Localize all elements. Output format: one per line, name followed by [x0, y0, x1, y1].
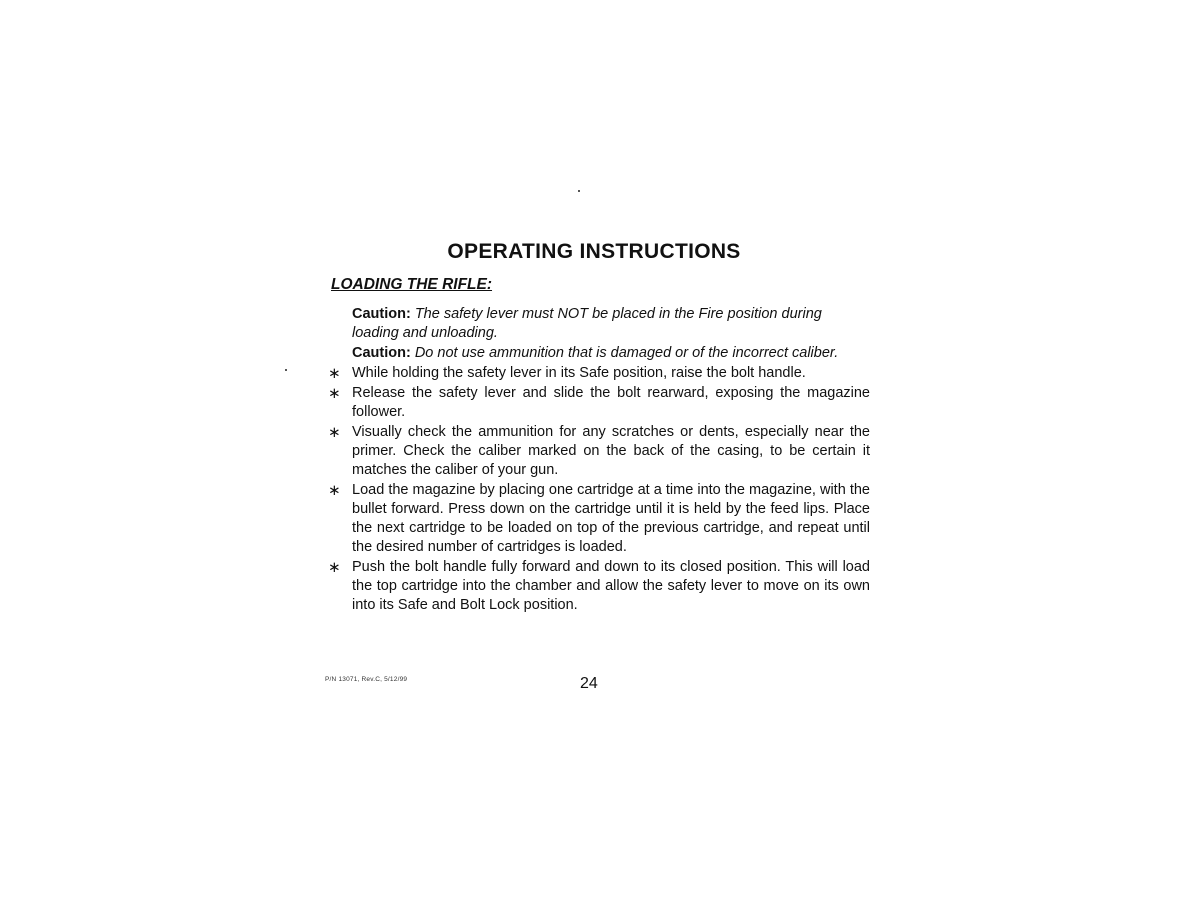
step-text: While holding the safety lever in its Safe position, raise the bolt handle.	[352, 365, 806, 381]
caution-note	[352, 344, 870, 363]
step-text: Release the safety lever and slide the bolt rearward, exposing the magazine follower.	[352, 385, 870, 420]
asterisk-bullet-icon: ∗	[328, 385, 341, 402]
list-item	[328, 481, 870, 557]
list-item	[328, 423, 870, 480]
caution-label: Caution:	[352, 306, 411, 322]
step-text: Load the magazine by placing one cartridge at a time into the magazine, with the bullet forward. Press down on the cartridge until it is held by the feed lips. Place the next cartridge to be loaded on top of the previous cartridge, and repeat until the desired number of cartridges is loaded.	[352, 482, 870, 555]
caution-text: The safety lever must NOT be placed in the Fire position during loading and unloading.	[352, 306, 822, 341]
step-text: Push the bolt handle fully forward and down to its closed position. This will load the top cartridge into the chamber and allow the safety lever to move on its own into its Safe and Bolt Lock position.	[352, 559, 870, 613]
list-item	[328, 384, 870, 422]
caution-text: Do not use ammunition that is damaged or of the incorrect caliber.	[414, 345, 839, 361]
page-number: 24	[580, 675, 598, 692]
asterisk-bullet-icon: ∗	[328, 424, 341, 441]
page-title: OPERATING INSTRUCTIONS	[447, 240, 741, 263]
scan-speck	[578, 190, 580, 192]
footer-part-number: P/N 13071, Rev.C, 5/12/99	[325, 676, 408, 683]
asterisk-bullet-icon: ∗	[328, 365, 341, 382]
instructions-body	[328, 305, 870, 616]
asterisk-bullet-icon: ∗	[328, 559, 341, 576]
caution-label: Caution:	[352, 345, 411, 361]
steps-list	[328, 364, 870, 615]
step-text: Visually check the ammunition for any scratches or dents, especially near the primer. Check the caliber marked on the back of the casing, to be certain it matches the caliber of your gun.	[352, 424, 870, 478]
scan-speck	[285, 369, 287, 371]
caution-note	[352, 305, 870, 343]
list-item	[328, 558, 870, 615]
section-heading: LOADING THE RIFLE:	[331, 276, 493, 293]
list-item	[328, 364, 870, 383]
asterisk-bullet-icon: ∗	[328, 482, 341, 499]
